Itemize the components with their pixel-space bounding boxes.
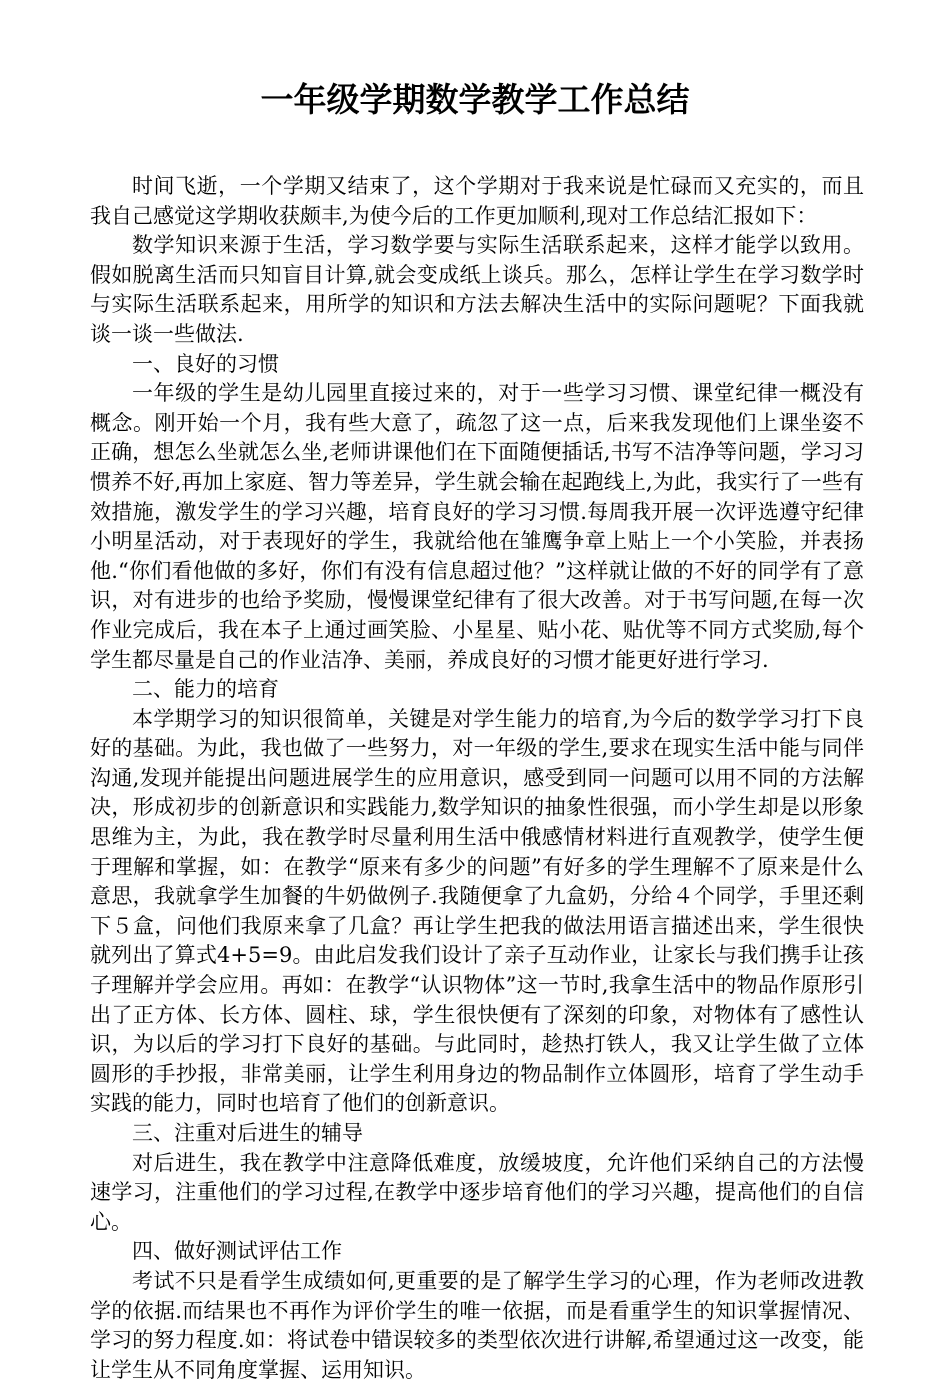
section-heading-assessment: 四、做好测试评估工作 [132, 1239, 342, 1264]
section-heading-ability: 二、能力的培育 [132, 677, 279, 702]
document-title: 一年级学期数学教学工作总结 [260, 80, 690, 119]
section-heading-tutoring: 三、注重对后进生的辅导 [132, 1121, 363, 1145]
intro-paragraph: 时间飞逝，一个学期又结束了，这个学期对于我来说是忙碌而又充实的，而且我自己感觉这学期收获颇丰,为使今后的工作更加顺利,现对工作总结汇报如下： [90, 174, 864, 228]
overview-paragraph: 数学知识来源于生活，学习数学要与实际生活联系起来，这样才能学以致用。假如脱离生活而只知盲目计算,就会变成纸上谈兵。那么，怎样让学生在学习数学时与实际生活联系起来，用所学的知识和方法去解决生活中的实际问题呢？下面我就谈一谈一些做法. [90, 233, 864, 346]
habits-paragraph: 一年级的学生是幼儿园里直接过来的，对于一些学习习惯、课堂纪律一概没有概念。刚开始一个月，我有些大意了，疏忽了这一点，后来我发现他们上课坐姿不正确，想怎么坐就怎么坐,老师讲课他们在下面随便插话,书写不洁净等问题，学习习惯养不好,再加上家庭、智力等差异，学生就会输在起跑线上,为此，我实行了一些有效措施，激发学生的学习兴趣，培育良好的学习习惯.每周我开展一次评选遵守纪律小明星活动，对于表现好的学生，我就给他在雏鹰争章上贴上一个小笑脸，并表扬他.“你们看他做的多好，你们有没有信息超过他？”这样就让做的不好的同学有了意识，对有进步的也给予奖励，慢慢课堂纪律有了很大改善。对于书写问题,在每一次作业完成后，我在本子上通过画笑脸、小星星、贴小花、贴优等不同方式奖励,每个学生都尽量是自己的作业洁净、美丽，养成良好的习惯才能更好进行学习. [90, 381, 864, 672]
section-heading-habits: 一、良好的习惯 [132, 351, 279, 376]
document-body [90, 172, 864, 1385]
ability-paragraph: 本学期学习的知识很简单，关键是对学生能力的培育,为今后的数学学习打下良好的基础。为此，我也做了一些努力，对一年级的学生,要求在现实生活中能与同伴沟通,发现并能提出问题进展学生的应用意识，感受到同一问题可以用不同的方法解决，形成初步的创新意识和实践能力,数学知识的抽象性很强，而小学生却是以形象思维为主，为此，我在教学时尽量利用生活中俄感情材料进行直观教学，使学生便于理解和掌握，如：在教学“原来有多少的问题”有好多的学生理解不了原来是什么意思，我就拿学生加餐的牛奶做例子.我随便拿了九盒奶，分给４个同学，手里还剩下５盒，问他们我原来拿了几盒？再让学生把我的做法用语言描述出来，学生很快就列出了算式4+5=9。由此启发我们设计了亲子互动作业，让家长与我们携手让孩子理解并学会应用。再如：在教学“认识物体”这一节时,我拿生活中的物品作原形引出了正方体、长方体、圆柱、球，学生很快便有了深刻的印象，对物体有了感性认识，为以后的学习打下良好的基础。与此同时，趁热打铁人，我又让学生做了立体圆形的手抄报，非常美丽，让学生利用身边的物品制作立体圆形，培育了学生动手实践的能力，同时也培育了他们的创新意识。 [90, 706, 864, 1116]
assessment-paragraph: 考试不只是看学生成绩如何,更重要的是了解学生学习的心理，作为老师改进教学的依据.而结果也不再作为评价学生的唯一依据，而是看重学生的知识掌握情况、学习的努力程度.如：将试卷中错误较多的类型依次进行讲解,希望通过这一改变，能让学生从不同角度掌握、运用知识。 [90, 1268, 864, 1382]
tutoring-paragraph: 对后进生，我在教学中注意降低难度，放缓坡度，允许他们采纳自己的方法慢速学习，注重他们的学习过程,在教学中逐步培育他们的学习兴趣，提高他们的自信心。 [90, 1150, 864, 1234]
